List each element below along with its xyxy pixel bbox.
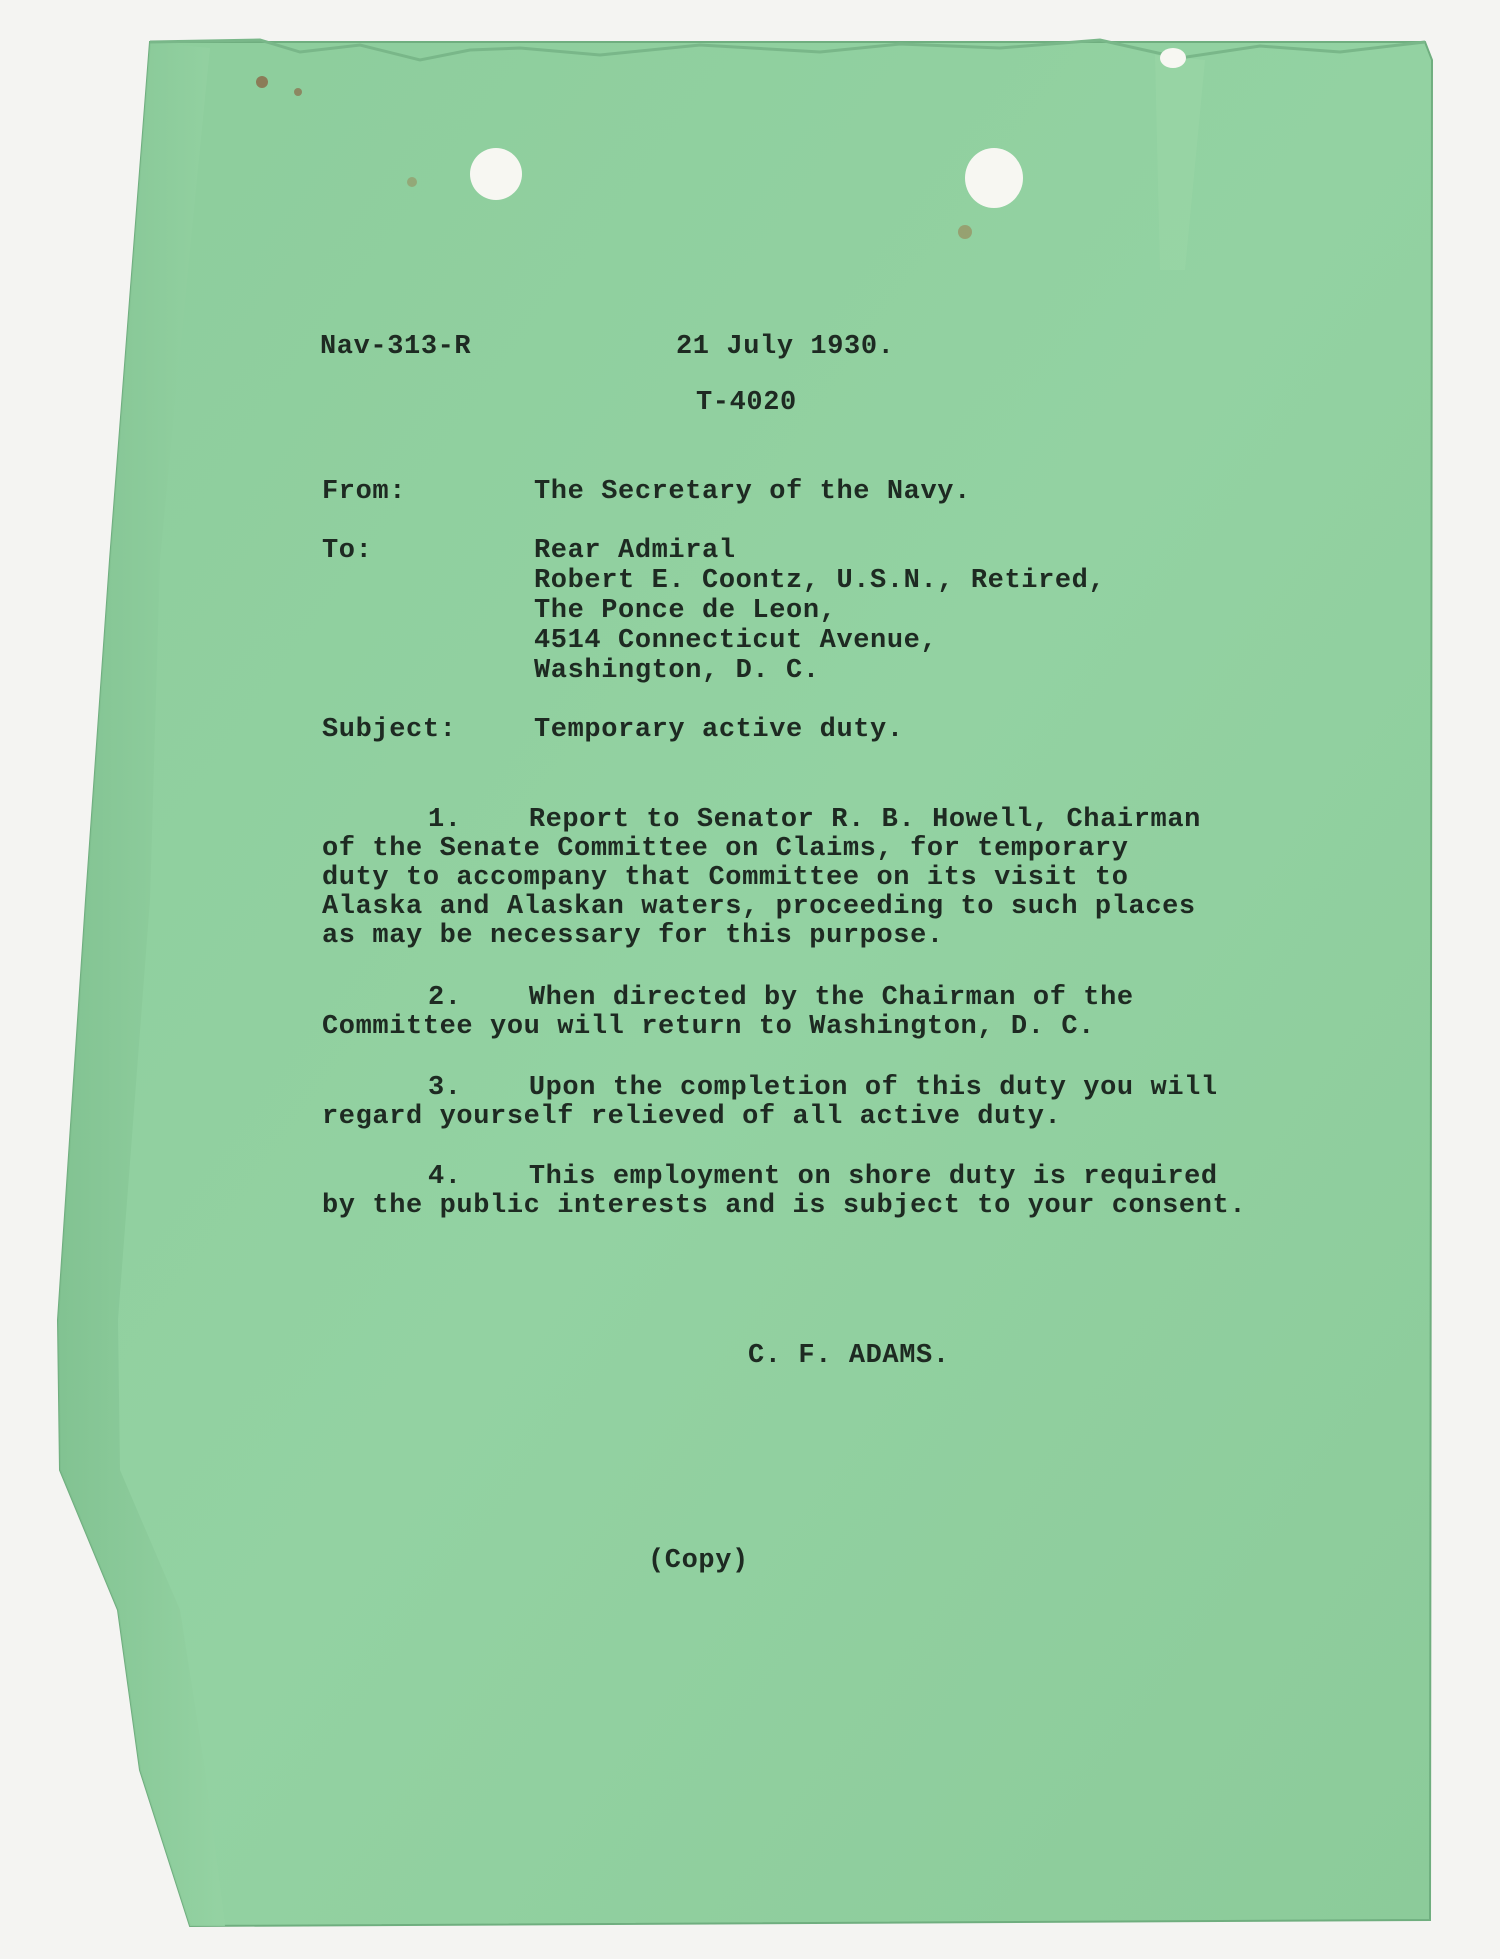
subject-value: Temporary active duty.: [534, 715, 904, 745]
paragraph-1-line: Alaska and Alaskan waters, proceeding to such places: [322, 892, 1196, 922]
paragraph-2-line: Committee you will return to Washington, D. C.: [322, 1012, 1095, 1042]
signature-name: C. F. ADAMS.: [748, 1341, 950, 1371]
paragraph-1-line: 1. Report to Senator R. B. Howell, Chairman: [428, 805, 1201, 835]
paragraph-3-line: regard yourself relieved of all active duty.: [322, 1102, 1062, 1132]
to-address-line: Washington, D. C.: [534, 656, 820, 686]
to-address-line: Rear Admiral: [534, 536, 736, 566]
paragraph-4-line: 4. This employment on shore duty is required: [428, 1162, 1218, 1192]
from-label: From:: [322, 477, 407, 507]
to-label: To:: [322, 536, 373, 566]
letter-date: 21 July 1930.: [676, 332, 895, 362]
reference-number: T-4020: [696, 388, 797, 418]
copy-note: (Copy): [648, 1546, 749, 1576]
paragraph-1-line: duty to accompany that Committee on its visit to: [322, 863, 1129, 893]
to-address-line: The Ponce de Leon,: [534, 596, 837, 626]
to-address-line: Robert E. Coontz, U.S.N., Retired,: [534, 566, 1106, 596]
paragraph-1-line: of the Senate Committee on Claims, for temporary: [322, 834, 1129, 864]
paragraph-3-line: 3. Upon the completion of this duty you will: [428, 1073, 1218, 1103]
subject-label: Subject:: [322, 715, 457, 745]
file-code: Nav-313-R: [320, 332, 472, 362]
paragraph-2-line: 2. When directed by the Chairman of the: [428, 983, 1134, 1013]
paragraph-4-line: by the public interests and is subject to your consent.: [322, 1191, 1247, 1221]
to-address-line: 4514 Connecticut Avenue,: [534, 626, 938, 656]
from-value: The Secretary of the Navy.: [534, 477, 971, 507]
paragraph-1-line: as may be necessary for this purpose.: [322, 921, 944, 951]
